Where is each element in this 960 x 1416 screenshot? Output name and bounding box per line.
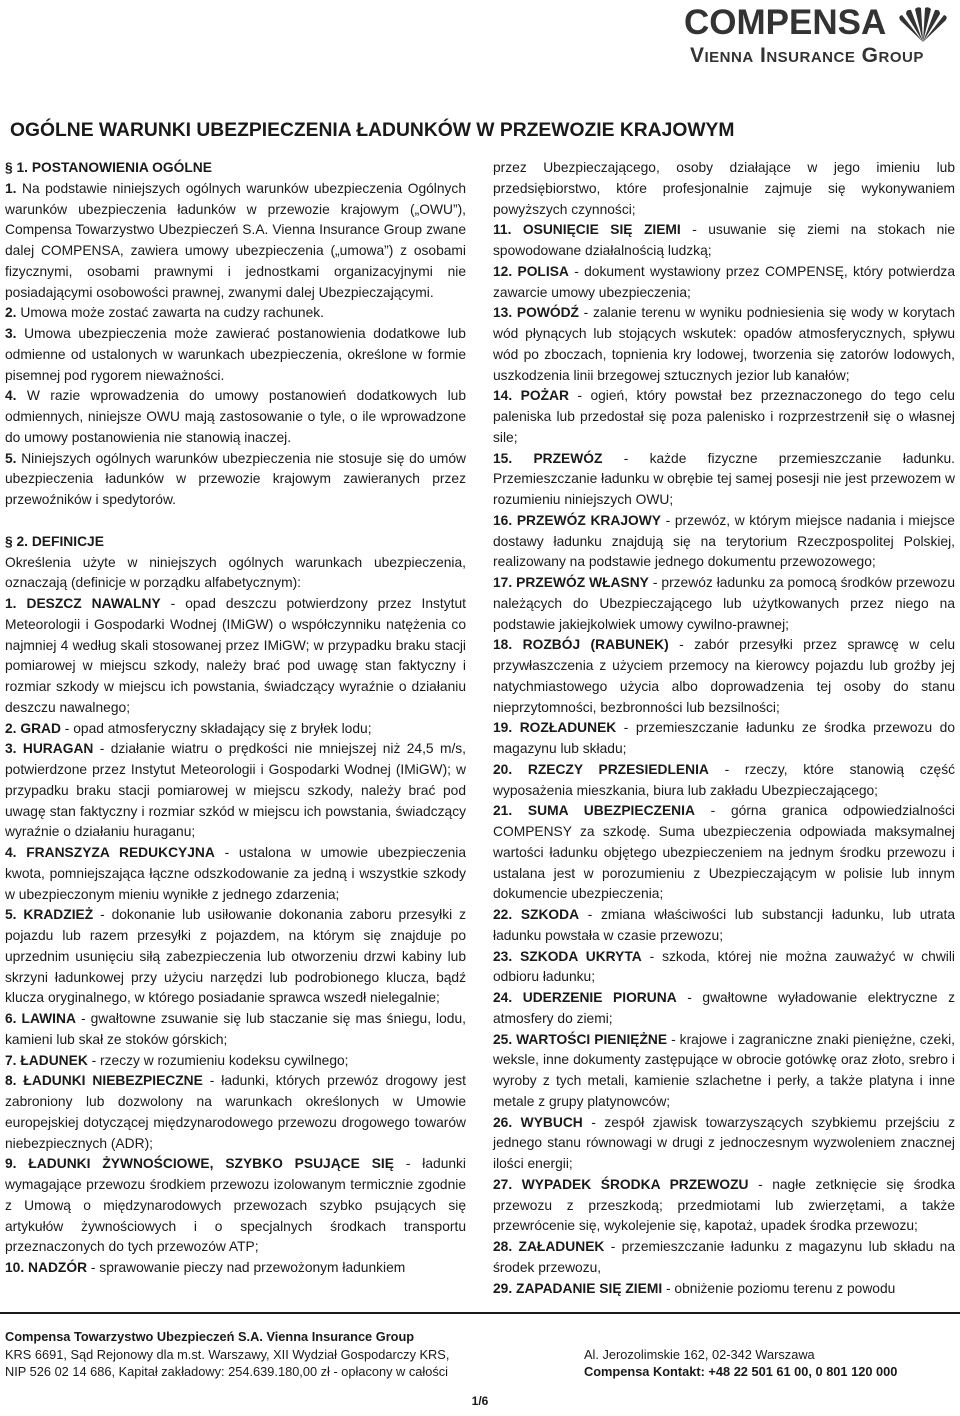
- document-title: OGÓLNE WARUNKI UBEZPIECZENIA ŁADUNKÓW W PRZEWOZIE KRAJOWYM: [10, 120, 735, 141]
- definition-15: 15. PRZEWÓZ - każde fizyczne przemieszczanie ładunku. Przemieszczanie ładunku w obrębie tej samej posesji nie jest przewozem w rozumieniu niniejszych OWU;: [493, 450, 955, 507]
- definition-18: 18. ROZBÓJ (RABUNEK) - zabór przesyłki przez sprawcę w celu przywłaszczenia z użyciem przemocy na kierowcy pojazdu lub groźby jej natychmiastowego użycia albo doprowadzenia tej osoby do stanu nieprzytomności, bezbronności lub bezsilności;: [493, 637, 955, 715]
- section-1-para-2: 2. Umowa może zostać zawarta na cudzy rachunek.: [5, 305, 325, 321]
- definition-21: 21. SUMA UBEZPIECZENIA - górna granica odpowiedzialności COMPENSY za szkodę. Suma ubezpieczenia odpowiada maksymalnej wartości ładunku objętego ubezpieczeniem na jednym środku przewozu i ustalana jest w porozumieniu z Ubezpieczającym w polisie lub innym dokumencie ubezpieczenia;: [493, 803, 955, 902]
- definition-16: 16. PRZEWÓZ KRAJOWY - przewóz, w którym miejsce nadania i miejsce dostawy ładunku znajdują się na terytorium Rzeczpospolitej Polskiej, realizowany na podstawie jednego dokumentu przewozowego;: [493, 512, 955, 570]
- section-2-heading: § 2. DEFINICJE: [5, 533, 104, 549]
- definition-13: 13. POWÓDŹ - zalanie terenu w wyniku podniesienia się wody w korytach wód płynących lub stojących wskutek: opadów atmosferycznych, spływu wód po zboczach, topnienia kry lodowej, tworzenia się zatorów lodowych, uszkodzenia linii brzegowej sztucznych jezior lub kanałów;: [493, 305, 955, 383]
- footer-company-name: Compensa Towarzystwo Ubezpieczeń S.A. Vienna Insurance Group: [5, 1329, 415, 1344]
- definition-25: 25. WARTOŚCI PIENIĘŻNE - krajowe i zagraniczne znaki pieniężne, czeki, weksle, inne dokumenty zastępujące w obrocie gotówkę oraz złoto, srebro i wyroby z tych metali, kamienie szlachetne i perły, a także platyna i inne metale z grupy platynowców;: [493, 1031, 955, 1109]
- definition-8: 8. ŁADUNKI NIEBEZPIECZNE - ładunki, których przewóz drogowy jest zabroniony lub dozwolony na warunkach określonych w Umowie europejskiej dotyczącej międzynarodowego przewozu drogowego towarów niebezpiecznych (ADR);: [5, 1073, 466, 1151]
- logo-wordmark: COMPENSA: [684, 3, 887, 42]
- logo-shell-icon: [894, 6, 952, 44]
- definition-28: 28. ZAŁADUNEK - przemieszczanie ładunku z magazynu lub składu na środek przewozu,: [493, 1239, 955, 1275]
- definition-4: 4. FRANSZYZA REDUKCYJNA - ustalona w umowie ubezpieczenia kwota, pomniejszająca łączne odszkodowanie za jedną i wszystkie szkody w ubezpieczonym mieniu wynikłe z jednego zdarzenia;: [5, 845, 467, 902]
- definition-14: 14. POŻAR - ogień, który powstał bez przeznaczonego do tego celu paleniska lub przedostał się poza palenisko i rozprzestrzenił się o własnej sile;: [493, 388, 955, 445]
- left-column: [5, 158, 466, 1279]
- definition-17: 17. PRZEWÓZ WŁASNY - przewóz ładunku za pomocą środków przewozu należących do Ubezpieczającego lub użytkowanych przez niego na podstawie jakiejkolwiek umowy cywilno-prawnej;: [493, 575, 955, 632]
- footer-krs: KRS 6691, Sąd Rejonowy dla m.st. Warszawy, XII Wydział Gospodarczy KRS,: [5, 1346, 450, 1362]
- definition-2: 2. GRAD - opad atmosferyczny składający się z bryłek lodu;: [5, 720, 372, 736]
- section-1-para-5: 5. Niniejszych ogólnych warunków ubezpieczenia nie stosuje się do umów ubezpieczenia ładunków w przewozie krajowym zawieranych przez przewoźników i spedytorów.: [5, 450, 466, 507]
- definition-1: 1. DESZCZ NAWALNY - opad deszczu potwierdzony przez Instytut Meteorologii i Gospodarki Wodnej (IMiGW) o współczynniku natężenia co najmniej 4 według skali stosowanej przez IMiGW; w przypadku braku stacji pomiarowej w miejscu szkody, należy brać pod uwagę stan faktyczny i rozmiar szkody w miejscu ich powstania, świadczący wyraźnie o działaniu deszczu nawalnego;: [5, 596, 466, 715]
- definition-7: 7. ŁADUNEK - rzeczy w rozumieniu kodeksu cywilnego;: [5, 1052, 349, 1068]
- definition-20: 20. RZECZY PRZESIEDLENIA - rzeczy, które stanowią część wyposażenia mieszkania, biura lub zakładu Ubezpieczającego;: [493, 761, 955, 798]
- definition-5: 5. KRADZIEŻ - dokonanie lub usiłowanie dokonania zaboru przesyłki z pojazdu lub razem przesyłki z pojazdem, na którym się znajduje po uprzednim usunięciu siłą zabezpieczenia lub otworzeniu drzwi kabiny lub skrzyni ładunkowej przy użyciu narzędzi lub podrobionego klucza, bądź klucza oryginalnego, w którego posiadanie sprawca wszedł nielegalnie;: [5, 907, 466, 1006]
- footer-divider: [0, 1312, 960, 1314]
- definition-24: 24. UDERZENIE PIORUNA - gwałtowne wyładowanie elektryczne z atmosfery do ziemi;: [493, 990, 955, 1026]
- definition-11: 11. OSUNIĘCIE SIĘ ZIEMI - usuwanie się ziemi na stokach nie spowodowane działalnością ludzką;: [493, 222, 956, 258]
- section-2-intro: Określenia użyte w niniejszych ogólnych warunkach ubezpieczenia, oznaczają (definicje w porządku alfabetycznym):: [5, 554, 466, 591]
- definition-26: 26. WYBUCH - zespół zjawisk towarzyszących szybkiemu przejściu z jednego stanu równowagi w drugi z jednoczesnym wyzwoleniem znacznej ilości energii;: [493, 1114, 955, 1171]
- definition-27: 27. WYPADEK ŚRODKA PRZEWOZU - nagłe zetknięcie się środka przewozu z przeszkodą; przedmiotami lub zwierzętami, a także przewrócenie się, wykolejenie się, kapotaż, upadek środka przewozu;: [493, 1176, 955, 1234]
- footer-contact: Compensa Kontakt: +48 22 501 61 00, 0 801 120 000: [584, 1364, 898, 1379]
- section-1-para-1: 1. Na podstawie niniejszych ogólnych warunków ubezpieczenia Ogólnych warunków ubezpieczenia ładunków w przewozie krajowym („OWU”), Compensa Towarzystwo Ubezpieczeń S.A. Vienna Insurance Group zwane dalej COMPENSA, zawiera umowy ubezpieczenia („umowa”) z osobami fizycznymi, osobami prawnymi i jednostkami organizacyjnymi nie posiadającymi osobowości prawnej, zwanymi dalej Ubezpieczającymi.: [5, 180, 466, 300]
- definition-10-continued: przez Ubezpieczającego, osoby działające w jego imieniu lub przedsiębiorstwo, które profesjonalnie zajmuje się wykonywaniem powyższych czynności;: [493, 160, 955, 217]
- definition-29: 29. ZAPADANIE SIĘ ZIEMI - obniżenie poziomu terenu z powodu: [493, 1280, 896, 1296]
- section-1-heading: § 1. POSTANOWIENIA OGÓLNE: [5, 160, 212, 175]
- footer-contact-info: [584, 1346, 954, 1381]
- section-1-para-4: 4. W razie wprowadzenia do umowy postanowień dodatkowych lub odmiennych, niniejsze OWU mają zastosowanie o tyle, o ile wprowadzone do umowy postanowienia nie stanowią inaczej.: [5, 388, 466, 445]
- definition-23: 23. SZKODA UKRYTA - szkoda, której nie można zauważyć w chwili odbioru ładunku;: [493, 948, 955, 985]
- logo-subtitle: Vienna Insurance Group: [690, 44, 924, 67]
- section-1-para-3: 3. Umowa ubezpieczenia może zawierać postanowienia dodatkowe lub odmienne od ustalonych w warunkach ubezpieczenia, określone w formie pisemnej pod rygorem nieważności.: [5, 326, 466, 383]
- footer-company-info: [5, 1328, 565, 1381]
- right-column: [493, 158, 955, 1299]
- page-number: 1/6: [471, 1394, 489, 1408]
- definition-6: 6. LAWINA - gwałtowne zsuwanie się lub staczanie się mas śniegu, lodu, kamieni lub skał ze stoków górskich;: [5, 1011, 466, 1047]
- definition-22: 22. SZKODA - zmiana właściwości lub substancji ładunku, lub utrata ładunku powstała w czasie przewozu;: [493, 907, 955, 943]
- footer-address: Al. Jerozolimskie 162, 02-342 Warszawa: [584, 1346, 815, 1362]
- definition-19: 19. ROZŁADUNEK - przemieszczanie ładunku ze środka przewozu do magazynu lub składu;: [493, 720, 955, 756]
- company-logo: [684, 3, 954, 70]
- definition-12: 12. POLISA - dokument wystawiony przez COMPENSĘ, który potwierdza zawarcie umowy ubezpieczenia;: [493, 263, 956, 300]
- definition-9: 9. ŁADUNKI ŻYWNOŚCIOWE, SZYBKO PSUJĄCE SIĘ - ładunki wymagające przewozu środkiem przewozu izolowanym termicznie zgodnie z Umową o międzynarodowych przewozach szybko psujących się artykułów żywnościowych i o specjalnych środkach transportu przeznaczonych do tych przewozów ATP;: [5, 1156, 466, 1255]
- footer-nip: NIP 526 02 14 686, Kapitał zakładowy: 254.639.180,00 zł - opłacony w całości: [5, 1364, 448, 1379]
- definition-3: 3. HURAGAN - działanie wiatru o prędkości nie mniejszej niż 24,5 m/s, potwierdzone przez Instytut Meteorologii i Gospodarki Wodnej (IMiGW); w przypadku braku stacji pomiarowej w miejscu szkody, należy brać pod uwagę stan faktyczny i rozmiar szkód w miejscu ich powstania, świadczący wyraźnie o działaniu huraganu;: [5, 741, 467, 840]
- definition-10: 10. NADZÓR - sprawowanie pieczy nad przewożonym ładunkiem: [5, 1260, 406, 1275]
